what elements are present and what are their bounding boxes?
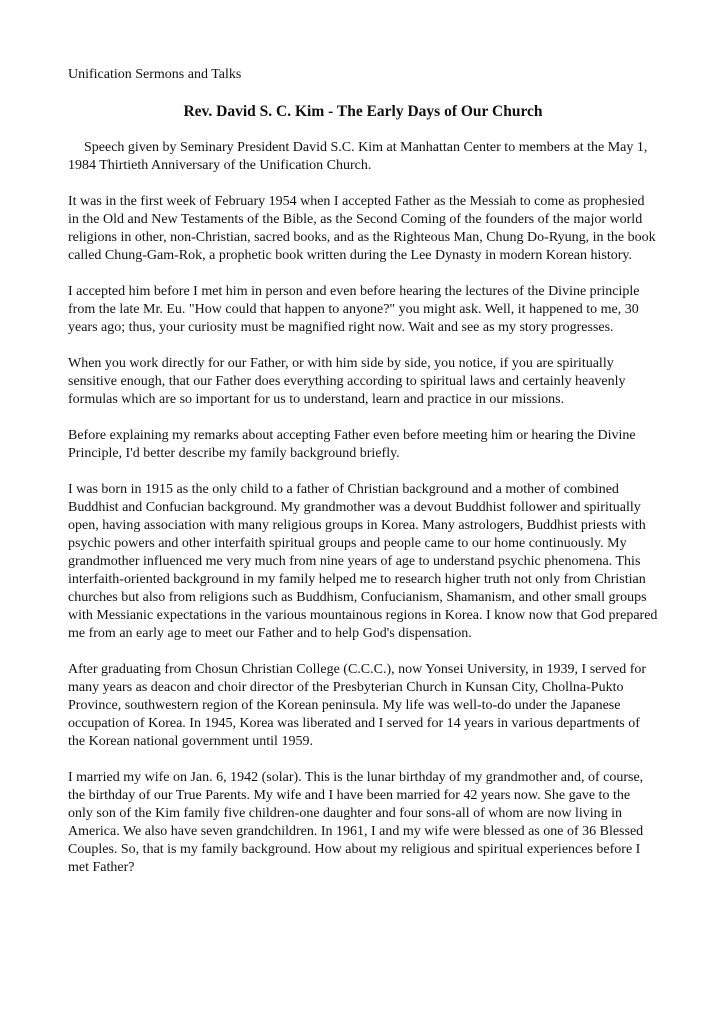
document-title: Rev. David S. C. Kim - The Early Days of Our Church xyxy=(183,103,543,120)
body-paragraph: After graduating from Chosun Christian College (C.C.C.), now Yonsei University, in 1939, I served for many years as deacon and choir director of the Presbyterian Church in Kunsan City, Chollna-Pukto Province, southwestern region of the Korean peninsula. My life was well-to-do under the Japanese occupation of Korea. In 1945, Korea was liberated and I served for 14 years in various departments of the Korean national government until 1959. xyxy=(68,662,647,749)
body-paragraph: I was born in 1915 as the only child to a father of Christian background and a mother of combined Buddhist and Confucian background. My grandmother was a devout Buddhist follower and spiritually open, having association with many religious groups in Korea. Many astrologers, Buddhist priests with psychic powers and other interfaith spiritual groups and people came to our home continuously. My grandmother influenced me very much from nine years of age to understand psychic phenomena. This interfaith-oriented background in my family helped me to research higher truth not only from Christian churches but also from religions such as Buddhism, Confucianism, Shamanism, and other small groups with Messianic expectations in the various mountainous regions in Korea. I know now that God prepared me from an early age to meet our Father and to help God's dispensation. xyxy=(68,482,658,641)
body-paragraph: It was in the first week of February 1954 when I accepted Father as the Messiah to come as prophesied in the Old and New Testaments of the Bible, as the Second Coming of the founders of the major world religions in other, non-Christian, sacred books, and as the Righteous Man, Chung Do-Ryung, in the book called Chung-Gam-Rok, a prophetic book written during the Lee Dynasty in modern Korean history. xyxy=(68,194,656,263)
document-page xyxy=(68,66,658,895)
body-paragraph: I accepted him before I met him in person and even before hearing the lectures of the Divine principle from the late Mr. Eu. "How could that happen to anyone?" you might ask. Well, it happened to me, 30 years ago; thus, your curiosity must be magnified right now. Wait and see as my story progresses. xyxy=(68,284,640,335)
body-paragraph: When you work directly for our Father, or with him side by side, you notice, if you are spiritually sensitive enough, that our Father does everything according to spiritual laws and certainly heavenly formulas which are so important for us to understand, learn and practice in our missions. xyxy=(68,356,626,407)
body-paragraph: Before explaining my remarks about accepting Father even before meeting him or hearing the Divine Principle, I'd better describe my family background briefly. xyxy=(68,428,636,461)
body-paragraph: I married my wife on Jan. 6, 1942 (solar). This is the lunar birthday of my grandmother and, of course, the birthday of our True Parents. My wife and I have been married for 42 years now. She gave to the only son of the Kim family five children-one daughter and four sons-all of whom are now living in America. We also have seven grandchildren. In 1961, I and my wife were blessed as one of 36 Blessed Couples. So, that is my family background. How about my religious and spiritual experiences before I met Father? xyxy=(68,770,644,875)
intro-paragraph: Speech given by Seminary President David S.C. Kim at Manhattan Center to members at the May 1, 1984 Thirtieth Anniversary of the Unification Church. xyxy=(68,140,648,173)
document-header: Unification Sermons and Talks xyxy=(68,67,242,82)
